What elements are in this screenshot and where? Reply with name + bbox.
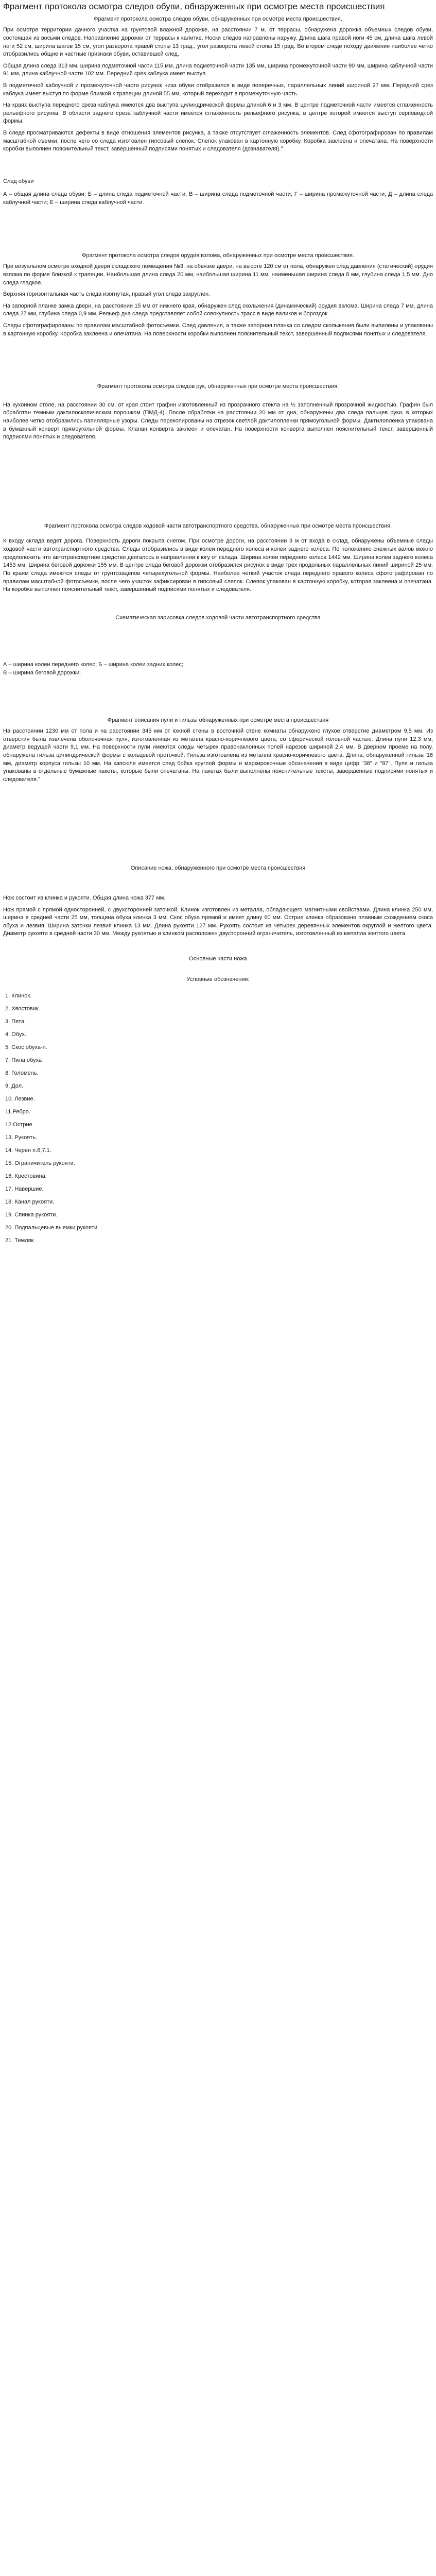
list-item: 13. Рукоять. bbox=[5, 1134, 38, 1141]
sketch-legend-line: А – ширина колеи переднего колес; Б – ширина колеи задних колес; bbox=[3, 662, 183, 668]
paragraph: Следы сфотографированы по правилам масштабной фотосъемки. След давления, а также запорная планка со следом скольжения были выпилены и упакованы в картонную коробку. Коробка заклеена и опечатана. На поверхности коробки выполнен пояснительный текст, завершенный подписями понятых и следователя. bbox=[3, 322, 433, 337]
list-item: 16. Крестовина. bbox=[5, 1173, 47, 1180]
list-item: 3. Пята. bbox=[5, 1019, 26, 1025]
section-title: Фрагмент протокола осмотра следов рук, обнаруженных при осмотре места происшествия. bbox=[97, 383, 339, 390]
paragraph: На расстоянии 1230 мм от пола и на расстоянии 345 мм от южной стены в восточной стене комнаты обнаружено глухое отверстие диаметром 9,5 мм. Из отверстия была извлечена оболочечная пуля, изготовленная из металла красно-коричневого цвета, со сферической головной частью. Длина пули 12.3 мм, диаметр ведущей части 9,1 мм. На поверхности пули имеются следы четырех правонаклонных полей нарезов шириной 2,4 мм. В дверном проеме на полу, обнаружена гильза цилиндрической формы с кольцевой проточкой. Гильза изготовлена из металла красно-коричневого цвета. Длина, обнаруженной гильзы 18 мм, диаметр корпуса гильзы 10 мм. На капсюле имеется след бойка круглой формы и маркировочные обозначения в виде цифр "38" и "87". Пуля и гильза упакованы в отдельные бумажные пакеты, которые были опечатаны. На пакетах были выполнены пояснительные тексты, завершенные подписями понятых и следователя." bbox=[3, 728, 433, 783]
list-item: 9. Дол. bbox=[5, 1083, 24, 1090]
paragraph: Нож прямой с прямой односторонней, с двухсторонней заточкой. Клинок изготовлен из металла, обладающего магнитными свойствами. Длина клинка 250 мм, ширина в средней части 25 мм, толщина обуха клинка 3 мм. Скос обуха прямой и имеет длину 60 мм. Острие клинка образовано плавным схождением скоса обуха и лезвия. Ширина заточки лезвия клинка 13 мм. Длина рукояти 127 мм. Рукоять состоит из четырех деревянных элементов округлой и желтого цвета. Диаметр рукояти в средней части 30 мм. Между рукоятью и клинком расположен двусторонний ограничитель, изготовленный из металла желтого цвета. bbox=[3, 906, 433, 937]
list-item: 8. Голомень. bbox=[5, 1070, 39, 1077]
list-item: 4. Обух. bbox=[5, 1031, 26, 1038]
list-item: 7. Пила обуха bbox=[5, 1057, 42, 1064]
paragraph: Верхняя горизонтальная часть следа изогнутая, правый угол следа закруглен. bbox=[3, 291, 211, 298]
list-item: 10. Лезвие. bbox=[5, 1096, 35, 1103]
list-item: 21. Темляк. bbox=[5, 1238, 36, 1244]
section-bullet-casing bbox=[3, 717, 433, 784]
section-title: Описание ножа, обнаруженного при осмотре места происшествия bbox=[130, 865, 306, 872]
paragraph: На краях выступа переднего среза каблука имеются два выступа цилиндрической формы длиной 6 и 3 мм. В центре подметочной части имеется сглаженность рельефного рисунка. В области заднего среза каблучной части имеется сглаженность рельефного рисунка, в центре которой имеется выступ серповидной формы. bbox=[3, 102, 433, 125]
section-title: Фрагмент протокола осмотра следов обуви, обнаруженных при осмотре места происшествия. bbox=[94, 15, 342, 22]
page-title: Фрагмент протокола осмотра следов обуви, обнаруженных при осмотре места происшествия bbox=[3, 2, 385, 11]
section-burglary-tool-traces bbox=[3, 252, 433, 338]
list-item: 17. Навершие. bbox=[5, 1186, 44, 1193]
paragraph: При осмотре территории дачного участка на грунтовой влажной дорожке, на расстоянии 7 м. от террасы, обнаружена дорожка объемных следов обуви, состоящая из восьми следов. Направление дорожки от террасы к калитке. Носки следов направлены наружу. Длина шага правой ноги 45 см, длина шага левой ноги 52 см, ширина шагов 15 см, угол разворота правой стопы 13 град., угол разворота левой стопы 15 град. Во втором следе походу движения наиболее четко отобразились общие и частные признаки обуви, оставившей след. bbox=[3, 27, 433, 58]
paragraph: При визуальном осмотре входной двери складского помещения №3, на обвязке двери, на высоте 120 см от пола, обнаружен след давления (статический) орудия взлома по форме близкой к трапеции. Наибольшая длина следа 20 мм, наибольшая ширина 11 мм, наименьшая ширина следа 8 мм, глубина следа 1,5 мм. Дно следа гладкое. bbox=[3, 263, 433, 286]
section-title: Схематическая зарисовка следов ходовой части автотранспортного средства bbox=[115, 614, 321, 621]
section-hand-traces bbox=[3, 383, 433, 442]
list-item: 11.Ребро. bbox=[5, 1109, 30, 1115]
section-knife-parts bbox=[3, 955, 433, 1247]
list-item: 15. Ограничитель рукояти. bbox=[5, 1160, 75, 1167]
section-vehicle-traces bbox=[3, 522, 433, 594]
paragraph: На запорной планке замка двери, на расстоянии 15 мм от нижнего края, обнаружен след скольжения (динамический) орудия взлома. Ширина следа 7 мм, длина следа 27 мм, глубина следа 0,9 мм. Рельеф дна следа представляет собой совокупность трасс в виде валиков и бороздок. bbox=[3, 302, 433, 317]
section-shoe-traces bbox=[3, 15, 433, 154]
knife-parts-list bbox=[3, 990, 433, 1247]
list-item: 2. Хвостовик. bbox=[5, 1006, 40, 1012]
section-title: Фрагмент протокола осмотра следов орудия взлома, обнаруженных при осмотре места происшествия. bbox=[82, 252, 354, 259]
section-knife-description bbox=[3, 865, 433, 938]
section-title: Основные части ножа bbox=[189, 956, 247, 962]
list-item: 1. Клинок. bbox=[5, 993, 32, 999]
trace-heading: След обуви bbox=[3, 178, 34, 184]
list-item: 12.Острие bbox=[5, 1122, 32, 1128]
list-item: 18. Канал рукояти. bbox=[5, 1199, 55, 1206]
paragraph: В следе просматриваются дефекты в виде отношения элементов рисунка, а также отсутствует сглаженность элементов. След сфотографирован по правилам масштабной съемки, после чего со следа изготовлен гипсовый слепок. Слепок упакован в картонную коробку. Коробка заклеена и опечатана. На поверхности коробки выполнен пояснительный текст, завершенный подписями понятых и следователя (дознавателя)." bbox=[3, 130, 433, 152]
paragraph: К входу склада ведет дорога. Поверхность дороги покрыта снегом. При осмотре дороги, на расстоянии 3 м от входа в склад, обнаружены объемные следы ходовой части автотранспортного средства. Следы отобразились в виде колеи переднего колеса и колеи заднего колеса. По положению снежных валов можно предположить что автотранспортное средство двигалось в направлении к югу от склада. Ширина колеи переднего колеса 1442 мм. Ширина колеи заднего колеса 1453 мм. Ширина беговой дорожки 155 мм. В центре следа беговой дорожки отобразился рисунок в виде трех продольных параллельных линий шириной 25 мм. По краям следа имеются следы от грунтозацепов четырехугольной формы. Наиболее четкий участок следа переднего правого колеса сфотографирован по правилам масштабной фотосъемки, после чего участок зафиксирован в гипсовый слепок. Слепок упакован в картонную коробку, которая заклеена и опечатана. На коробке выполнен пояснительный текст, завершенный подписями понятых и следователя. bbox=[3, 538, 433, 593]
document-page bbox=[0, 2, 436, 1263]
section-vehicle-sketch bbox=[3, 614, 433, 677]
section-title: Фрагмент описания пули и гильзы обнаруженных при осмотре места происшествия bbox=[107, 717, 329, 723]
list-item: 14. Черен п.6,7.1. bbox=[5, 1147, 51, 1154]
trace-legend-text: А – общая длина следа обуви; Б – длина следа подметочной части; В – ширина следа подметочной части; Г – ширина промежуточной части; Д – длина следа каблучной части; Е – ширина следа каблучной части. bbox=[3, 191, 433, 206]
section-title: Фрагмент протокола осмотра следов ходовой части автотранспортного средства, обнаруженных при осмотре места происшествия. bbox=[44, 522, 392, 529]
paragraph: Общая длина следа 313 мм, ширина подметочной части 115 мм, длина подметочной части 135 мм, ширина промежуточной части 90 мм, ширина каблучной части 91 мм, длина каблучной части 102 мм. Передний срез каблука имеет выступ. bbox=[3, 62, 433, 77]
section-shoe-trace-legend bbox=[3, 178, 433, 207]
list-item: 5. Скос обуха-п. bbox=[5, 1044, 47, 1051]
list-item: 19. Спинка рукояти. bbox=[5, 1212, 58, 1218]
paragraph: На кухонном столе, на расстоянии 30 см. от края стоит графин изготовленный из прозрачного стекла на ½ заполненный прозрачной жидкостью. Графин был обработан темным дактилоскопическим порошком (ПМД-4). После обработки на расстоянии 20 мм от дна, обнаружены два следа пальцев руки, в которых наиболее четко отобразились папиллярные узоры. Следы перекопированы на отрезок светлой дактилопленки прямоугольной формы. Дактилопленка упакована в бумажный конверт прямоугольной формы. Клапан конверта заклеен и опечатан. На поверхности конверта выполнен пояснительный текст, завершенный подписями понятых и следователя. bbox=[3, 401, 433, 440]
sketch-legend-line: В – ширина беговой дорожки. bbox=[3, 669, 81, 676]
legend-title: Условные обозначения: bbox=[186, 976, 250, 982]
paragraph: В подметочной каблучной и промежуточной части рисунок низа обуви отобразился в виде поперечных, параллельных линий шириной 27 мм. Передний срез каблука имеет выступ по форме близкой к трапеции длиной 55 мм, который переходит в промежуточную часть. bbox=[3, 82, 433, 97]
list-item: 20. Подпальцевые выемки рукояти bbox=[5, 1225, 98, 1231]
paragraph: Нож состоит из клинка и рукояти. Общая длина ножа 377 мм. bbox=[3, 895, 166, 902]
